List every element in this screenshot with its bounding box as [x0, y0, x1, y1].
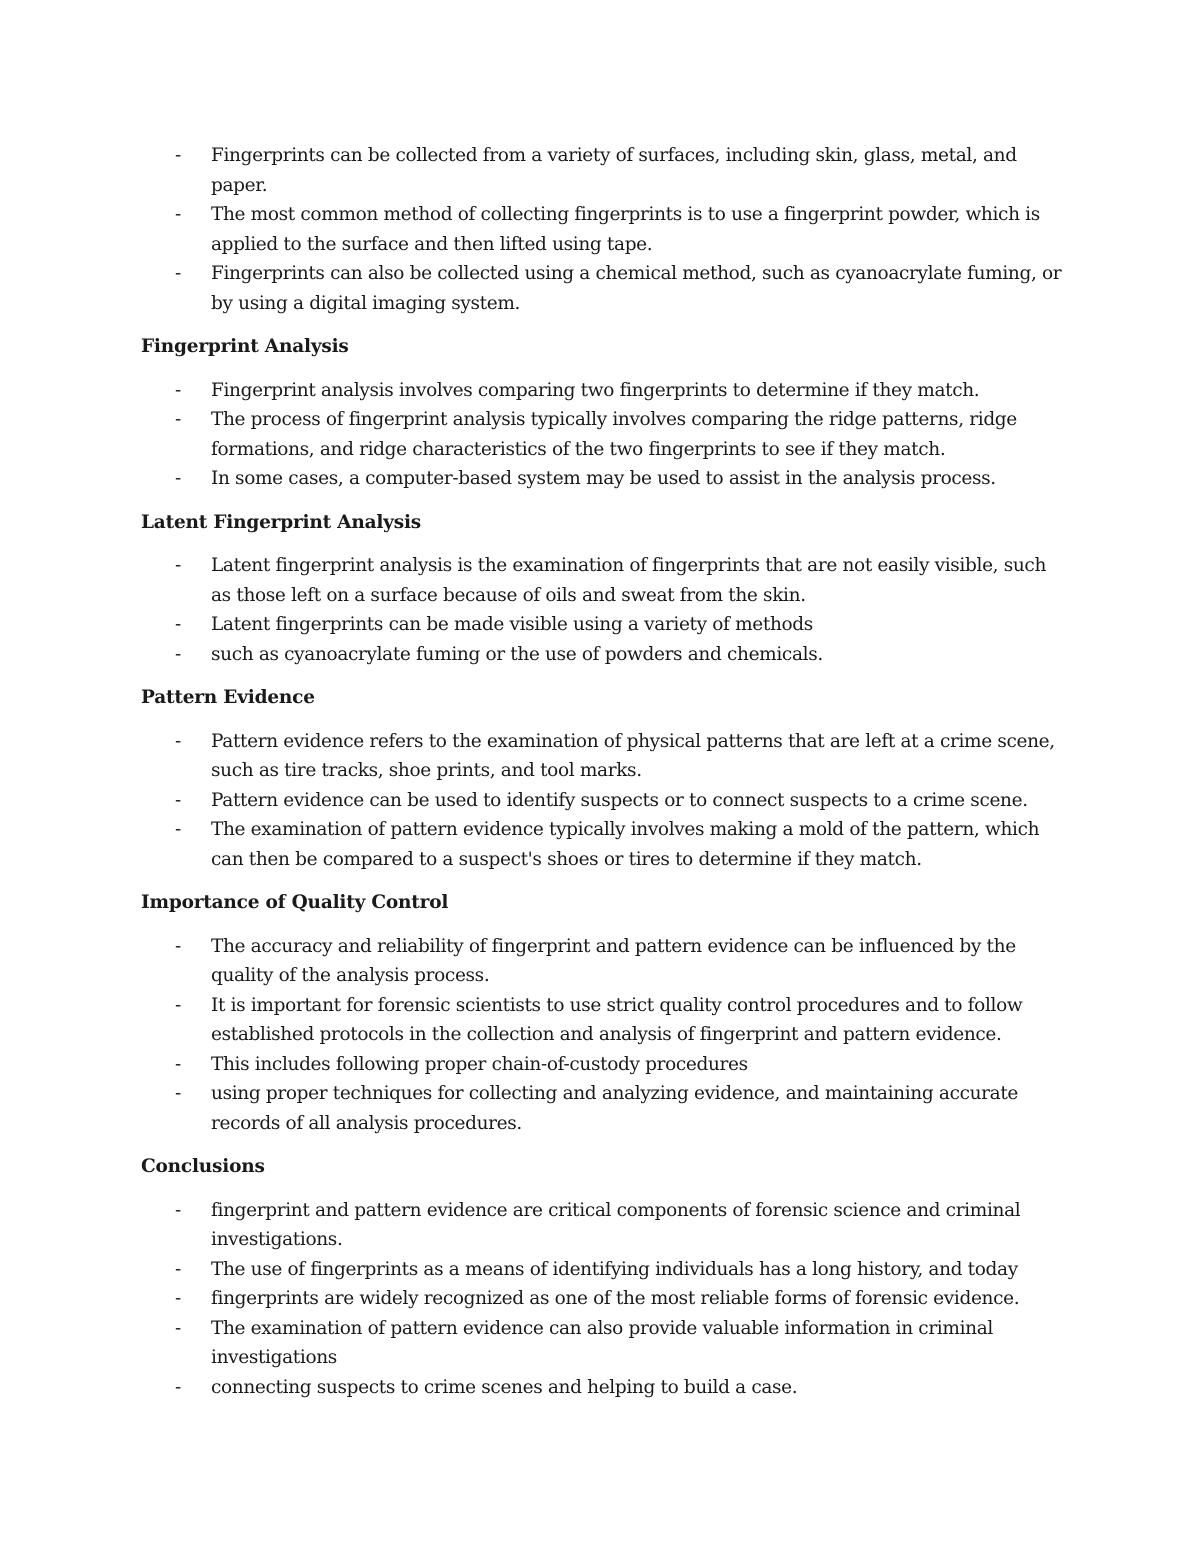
section-heading: Pattern Evidence [141, 687, 315, 708]
list-item [141, 1314, 1071, 1373]
list-item-text: connecting suspects to crime scenes and helping to build a case. [211, 1376, 798, 1398]
bullet-dash: - [175, 730, 181, 752]
bullet-dash: - [175, 614, 181, 635]
section-list [141, 932, 1071, 1139]
list-item-text: fingerprint and pattern evidence are critical components of forensic science and criminal investigations. [211, 1199, 1021, 1250]
list-item [141, 1373, 1071, 1403]
list-item [141, 727, 1071, 786]
list-item [141, 1079, 1071, 1138]
list-item [141, 464, 1071, 494]
list-item-text: The examination of pattern evidence can also provide valuable information in criminal investigations [211, 1317, 993, 1368]
list-item-text: In some cases, a computer-based system may be used to assist in the analysis process. [211, 468, 996, 489]
list-item [141, 815, 1071, 874]
list-item [141, 1284, 1071, 1314]
list-item-text: such as cyanoacrylate fuming or the use of powders and chemicals. [211, 643, 823, 665]
section-conclusions [141, 1152, 1071, 1402]
section-heading: Conclusions [141, 1156, 265, 1177]
list-item [141, 991, 1071, 1050]
list-item-text: Pattern evidence refers to the examination of physical patterns that are left at a crime scene, such as tire tracks, shoe prints, and tool marks. [211, 730, 1055, 781]
list-item [141, 932, 1071, 991]
document-page [141, 141, 1071, 1402]
section-list [141, 376, 1071, 494]
bullet-dash: - [175, 789, 181, 811]
bullet-dash: - [175, 1288, 181, 1309]
bullet-dash: - [175, 935, 181, 957]
list-item-text: Latent fingerprints can be made visible using a variety of methods [211, 614, 813, 635]
list-item [141, 551, 1071, 610]
list-item-text: Fingerprints can be collected from a variety of surfaces, including skin, glass, metal, and paper. [211, 145, 1017, 196]
list-item-text: This includes following proper chain-of-custody procedures [211, 1053, 748, 1075]
bullet-dash: - [175, 468, 181, 489]
list-item-text: Pattern evidence can be used to identify suspects or to connect suspects to a crime scene. [211, 789, 1028, 811]
list-item [141, 610, 1071, 640]
section-list [141, 727, 1071, 875]
list-item-text: Latent fingerprint analysis is the examination of fingerprints that are not easily visible, such as those left on a surface because of oils and sweat from the skin. [211, 555, 1047, 606]
list-item-text: The accuracy and reliability of fingerprint and pattern evidence can be influenced by the quality of the analysis process. [211, 935, 1016, 986]
section-heading: Fingerprint Analysis [141, 336, 349, 357]
list-item [141, 1050, 1071, 1080]
list-item [141, 200, 1071, 259]
list-item-text: fingerprints are widely recognized as one of the most reliable forms of forensic evidence. [211, 1288, 1020, 1309]
bullet-dash: - [175, 1376, 181, 1398]
bullet-dash: - [175, 994, 181, 1016]
list-item [141, 376, 1071, 406]
list-item-text: The examination of pattern evidence typically involves making a mold of the pattern, which can then be compared to a suspect's shoes or tires to determine if they match. [211, 819, 1040, 870]
section-fingerprint-analysis [141, 332, 1071, 494]
list-item-text: The use of fingerprints as a means of identifying individuals has a long history, and today [211, 1258, 1018, 1280]
bullet-dash: - [175, 1199, 181, 1221]
bullet-dash: - [175, 1053, 181, 1075]
intro-list [141, 141, 1071, 318]
bullet-dash: - [175, 643, 181, 665]
list-item-text: Fingerprint analysis involves comparing two fingerprints to determine if they match. [211, 379, 980, 401]
list-item [141, 786, 1071, 816]
list-item [141, 1255, 1071, 1285]
bullet-dash: - [175, 1317, 181, 1339]
bullet-dash: - [175, 379, 181, 401]
bullet-dash: - [175, 409, 181, 430]
list-item [141, 1196, 1071, 1255]
section-pattern-evidence [141, 683, 1071, 874]
bullet-dash: - [175, 204, 181, 225]
section-heading: Latent Fingerprint Analysis [141, 511, 421, 533]
bullet-dash: - [175, 555, 181, 576]
list-item-text: using proper techniques for collecting and analyzing evidence, and maintaining accurate records of all analysis procedures. [211, 1083, 1019, 1134]
section-latent-fingerprint-analysis [141, 508, 1071, 670]
bullet-dash: - [175, 1083, 181, 1104]
list-item [141, 141, 1071, 200]
bullet-dash: - [175, 1258, 181, 1280]
list-item [141, 405, 1071, 464]
list-item [141, 259, 1071, 318]
bullet-dash: - [175, 145, 181, 166]
list-item-text: It is important for forensic scientists to use strict quality control procedures and to follow established protocols in the collection and analysis of fingerprint and pattern evidence. [211, 994, 1023, 1045]
list-item-text: The process of fingerprint analysis typically involves comparing the ridge patterns, ridge formations, and ridge characteristics of the two fingerprints to see if they match. [211, 409, 1017, 460]
section-heading: Importance of Quality Control [141, 892, 449, 913]
section-list [141, 551, 1071, 669]
list-item-text: Fingerprints can also be collected using a chemical method, such as cyanoacrylate fuming, or by using a digital imaging system. [211, 263, 1062, 314]
section-list [141, 1196, 1071, 1403]
list-item-text: The most common method of collecting fingerprints is to use a fingerprint powder, which is applied to the surface and then lifted using tape. [211, 204, 1040, 255]
bullet-dash: - [175, 263, 181, 284]
bullet-dash: - [175, 819, 181, 840]
section-quality-control [141, 888, 1071, 1138]
list-item [141, 640, 1071, 670]
